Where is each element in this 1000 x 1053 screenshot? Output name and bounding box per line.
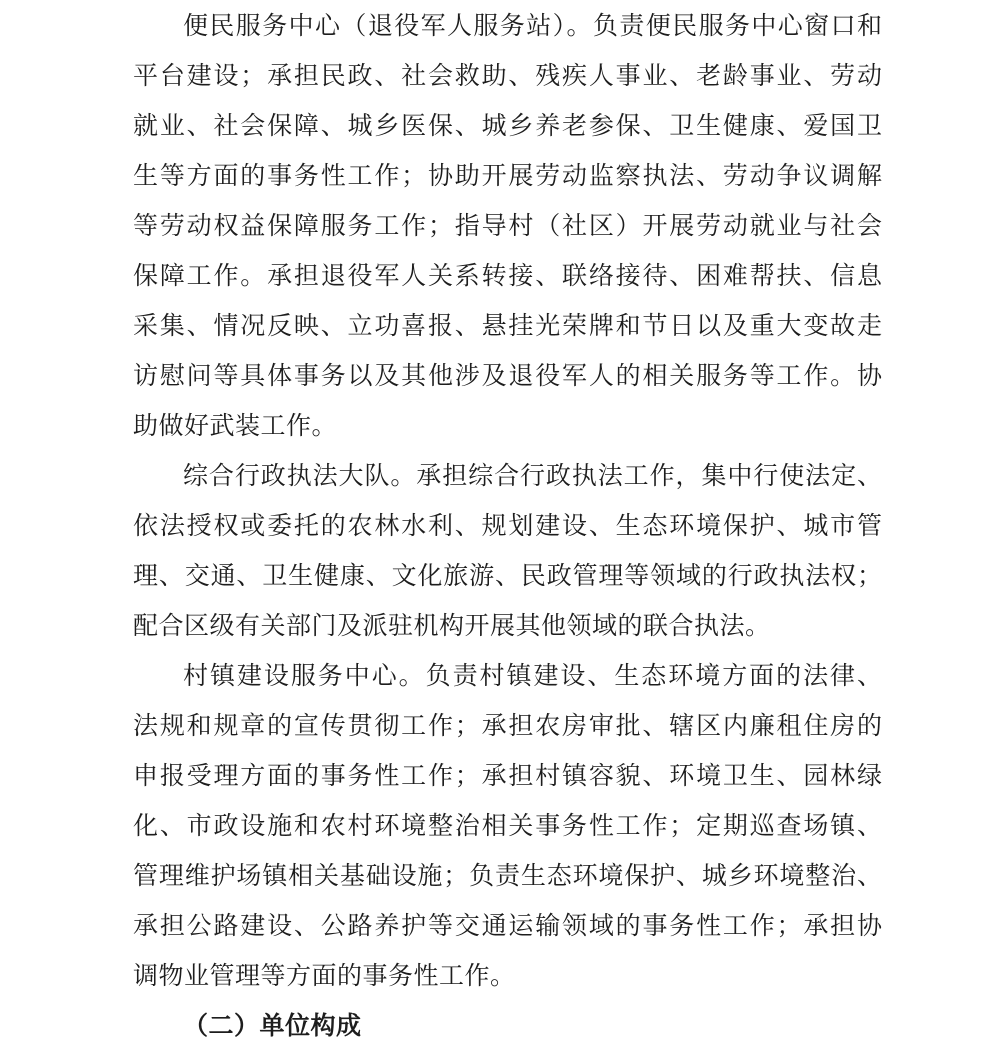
text-line: 调物业管理等方面的事务性工作。: [133, 963, 516, 990]
text-line: 助做好武装工作。: [133, 413, 338, 440]
section-heading: （二）单位构成: [183, 1013, 362, 1040]
text-line: 保障工作。承担退役军人关系转接、联络接待、困难帮扶、信息: [133, 263, 882, 290]
text-line: 管理维护场镇相关基础设施；负责生态环境保护、城乡环境整治、: [133, 863, 882, 890]
text-line: 综合行政执法大队。承担综合行政执法工作，集中行使法定、: [183, 463, 882, 490]
text-line: 配合区级有关部门及派驻机构开展其他领域的联合执法。: [133, 613, 771, 640]
text-line: 承担公路建设、公路养护等交通运输领域的事务性工作；承担协: [133, 913, 882, 940]
text-line: 访慰问等具体事务以及其他涉及退役军人的相关服务等工作。协: [133, 363, 882, 390]
text-line: 法规和规章的宣传贯彻工作；承担农房审批、辖区内廉租住房的: [133, 713, 882, 740]
text-line: 等劳动权益保障服务工作；指导村（社区）开展劳动就业与社会: [133, 213, 882, 240]
text-line: 依法授权或委托的农林水利、规划建设、生态环境保护、城市管: [133, 513, 882, 540]
text-line: 理、交通、卫生健康、文化旅游、民政管理等领域的行政执法权；: [133, 563, 882, 590]
text-line: 采集、情况反映、立功喜报、悬挂光荣牌和节日以及重大变故走: [133, 313, 882, 340]
text-line: 村镇建设服务中心。负责村镇建设、生态环境方面的法律、: [183, 663, 882, 690]
text-line: 便民服务中心（退役军人服务站）。负责便民服务中心窗口和: [183, 13, 882, 40]
text-line: 生等方面的事务性工作；协助开展劳动监察执法、劳动争议调解: [133, 163, 882, 190]
text-line: 申报受理方面的事务性工作；承担村镇容貌、环境卫生、园林绿: [133, 763, 882, 790]
document-body: [133, 2, 882, 1052]
text-line: 就业、社会保障、城乡医保、城乡养老参保、卫生健康、爱国卫: [133, 113, 882, 140]
text-line: 化、市政设施和农村环境整治相关事务性工作；定期巡查场镇、: [133, 813, 882, 840]
text-line: 平台建设；承担民政、社会救助、残疾人事业、老龄事业、劳动: [133, 63, 882, 90]
